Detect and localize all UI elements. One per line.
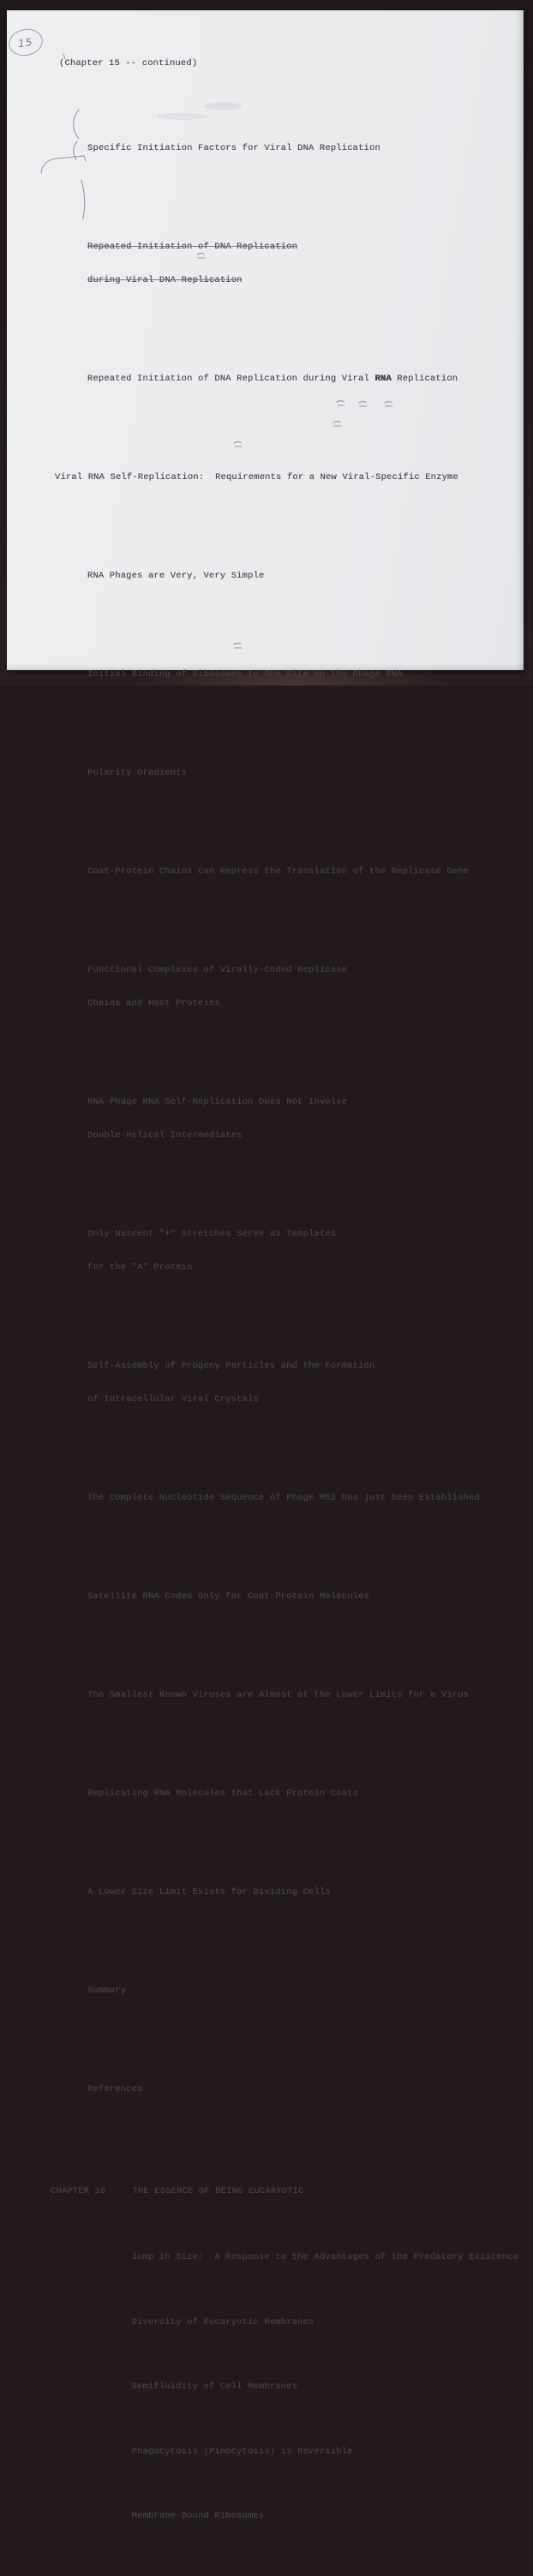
toc-entry — [87, 121, 516, 177]
toc-entry-line: Phagocytosis (Pinocytosis) is Reversible — [131, 2446, 353, 2457]
toc-entry — [87, 647, 516, 703]
toc-entry — [87, 1075, 516, 1164]
toc-entry-line: Repeated Initiation of DNA Replication — [87, 242, 298, 252]
toc-entry-line: Initial Binding of Ribosomes to One Site on the Phage RNA — [87, 669, 403, 680]
pencil-line-mark — [81, 180, 85, 219]
pencil-bracket-mark — [41, 156, 86, 173]
toc-entry-line: Replicating RNA Molecules that Lack Protein Coats — [87, 1788, 359, 1799]
pencil-paren-mark — [74, 141, 77, 159]
toc-entry — [87, 1668, 516, 1723]
toc-entry-line: RNA Phages are Very, Very Simple — [87, 571, 265, 581]
toc-entry-section — [55, 450, 516, 506]
toc-entry-line: Polarity Gradients — [87, 768, 188, 778]
toc-entry-line: Diversity of Eucaryotic Membranes — [131, 2316, 314, 2327]
table-of-contents — [51, 87, 519, 2576]
toc-entry — [87, 1471, 516, 1526]
toc-entry-line: during Viral DNA Replication — [87, 275, 243, 285]
toc-entry — [87, 844, 516, 900]
toc-entry — [87, 1865, 516, 1920]
toc-entry-line: References — [87, 2084, 143, 2094]
toc-entry — [87, 943, 516, 1032]
toc-entry — [87, 1339, 516, 1428]
toc-entry — [87, 2435, 516, 2469]
toc-entry — [87, 2500, 516, 2533]
toc-entry-line: Chains and Host Proteins — [87, 998, 220, 1009]
toc-entry-line: A Lower Size Limit Exists for Dividing Cells — [87, 1887, 331, 1897]
toc-entry-line: for the "A" Protein — [87, 1262, 193, 1273]
toc-entry-line: Functional Complexes of Virally-Coded Replicase — [87, 965, 348, 975]
toc-entry-line: Summary — [87, 1986, 127, 1996]
page-number: 15 — [17, 35, 34, 50]
toc-entry-line: RNA-Phage RNA Self-Replication Does Not Involve — [87, 1097, 348, 1107]
chapter-continued-header: (Chapter 15 -- continued) — [59, 58, 198, 69]
toc-entry-references — [87, 2062, 516, 2118]
toc-entry — [87, 351, 516, 407]
toc-entry — [87, 2370, 516, 2404]
toc-entry-line: Only Nascent "+" Stretches Serve as Templates — [87, 1229, 337, 1239]
toc-entry — [87, 548, 516, 604]
overtyped-correction: RNA — [374, 374, 392, 384]
toc-entry-line: of Intracellular Viral Crystals — [87, 1394, 259, 1405]
toc-entry-text: Repeated Initiation of DNA Replication during Viral — [87, 374, 375, 384]
toc-entry — [87, 1207, 516, 1296]
chapter16-title: THE ESSENCE OF BEING EUCARYOTIC — [132, 2186, 304, 2196]
toc-entry-line: Specific Initiation Factors for Viral DNA Replication — [87, 143, 380, 153]
toc-entry — [87, 2241, 519, 2274]
toc-entry-line: Satellite RNA Codes Only for Coat-Protein Molecules — [87, 1591, 370, 1602]
toc-entry-line: The Smallest Known Viruses are Almost at the Lower Limits for a Virus — [87, 1690, 470, 1700]
toc-entry-line: Jump in Size: A Response to the Advantages of the Predatory Existence — [131, 2252, 519, 2262]
toc-entry-line: Coat-Protein Chains can Repress the Translation of the Replicase Gene — [87, 866, 470, 877]
toc-entry-text: Replication — [391, 374, 458, 384]
document-page — [7, 10, 524, 2521]
toc-entry-line: The Complete Nucleotide Sequence of Phage MS2 has just been Established — [87, 1493, 481, 1503]
toc-entry-struck — [87, 219, 516, 309]
toc-entry-line: Viral RNA Self-Replication: Requirements for a New Viral-Specific Enzyme — [55, 472, 458, 482]
page-number-annotation — [6, 26, 45, 59]
toc-entry-line: Double-Helical Intermediates — [87, 1130, 243, 1141]
toc-entry — [87, 2306, 516, 2339]
chapter16-label: CHAPTER 16 — [51, 2186, 106, 2196]
chapter16-heading — [51, 2186, 516, 2197]
toc-entry-line: Membrane-Bound Ribosomes — [131, 2511, 265, 2521]
toc-entry-line — [87, 374, 516, 385]
pencil-paren-mark — [74, 110, 79, 139]
toc-entry — [87, 1569, 516, 1625]
toc-entry-line: Self-Assembly of Progeny Particles and the Formation — [87, 1361, 375, 1371]
toc-entry — [87, 746, 516, 801]
toc-entry-line: Semifluidity of Cell Membranes — [131, 2381, 298, 2392]
toc-entry-summary — [87, 1963, 516, 2019]
toc-entry — [87, 1766, 516, 1822]
